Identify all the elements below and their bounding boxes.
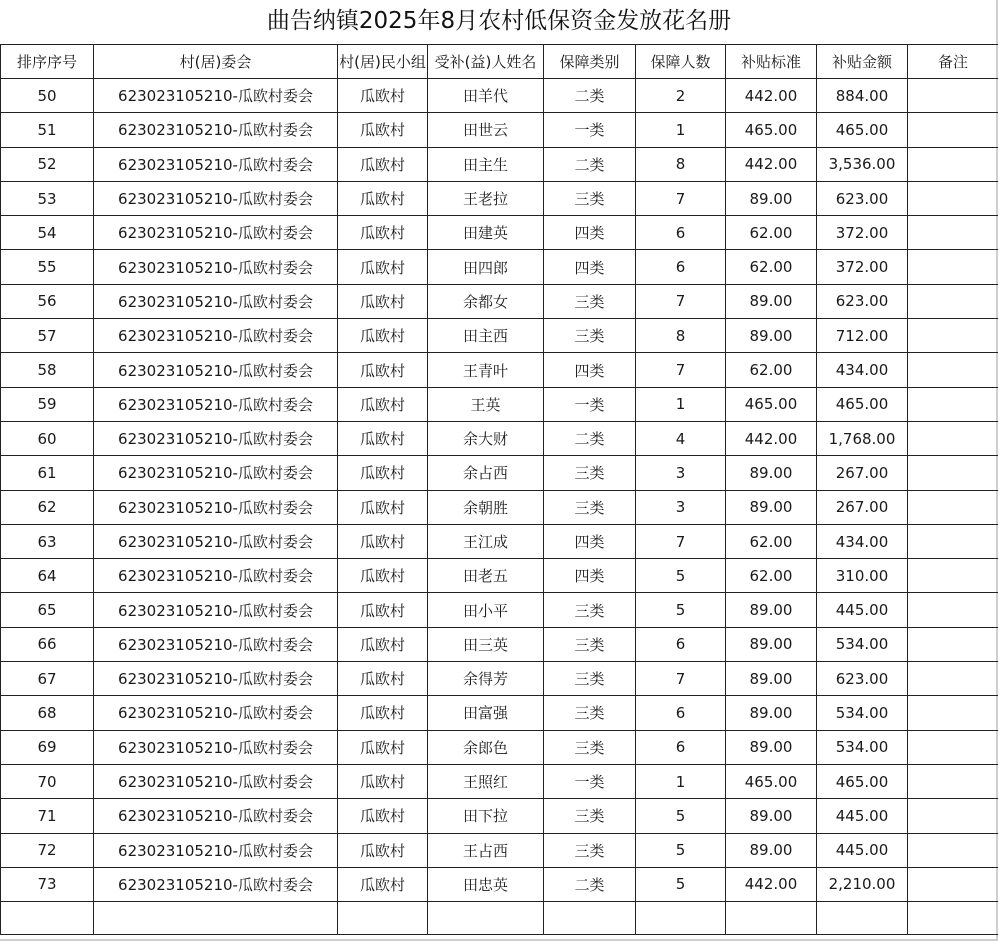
cell-subsidy-standard: 89.00 bbox=[726, 319, 817, 353]
cell-recipient-name: 王江成 bbox=[428, 524, 544, 558]
column-header-recipient-name: 受补(益)人姓名 bbox=[428, 45, 544, 79]
cell-category: 三类 bbox=[544, 730, 636, 764]
table-row bbox=[1, 662, 998, 696]
cell-subsidy-amount: 884.00 bbox=[817, 79, 908, 113]
cell-category: 三类 bbox=[544, 181, 636, 215]
table-row bbox=[1, 799, 998, 833]
cell-index: 63 bbox=[1, 524, 94, 558]
cell-remarks bbox=[908, 833, 998, 867]
cell-subsidy-amount: 623.00 bbox=[817, 284, 908, 318]
cell-household-count: 6 bbox=[636, 216, 726, 250]
cell-recipient-name: 王英 bbox=[428, 387, 544, 421]
cell-remarks bbox=[908, 353, 998, 387]
cell-subsidy-standard: 62.00 bbox=[726, 250, 817, 284]
cell-subsidy-standard: 89.00 bbox=[726, 456, 817, 490]
table-row bbox=[1, 147, 998, 181]
cell-household-count: 8 bbox=[636, 147, 726, 181]
cell-index: 68 bbox=[1, 696, 94, 730]
cell-index: 61 bbox=[1, 456, 94, 490]
cell-subsidy-amount: 623.00 bbox=[817, 662, 908, 696]
cell-household-count: 5 bbox=[636, 867, 726, 901]
cell-village-committee: 623023105210-瓜欧村委会 bbox=[94, 867, 338, 901]
cell-household-count: 6 bbox=[636, 696, 726, 730]
cell-village-group: 瓜欧村 bbox=[338, 387, 428, 421]
cell-index: 62 bbox=[1, 490, 94, 524]
cell-village-group: 瓜欧村 bbox=[338, 250, 428, 284]
cell-village-committee: 623023105210-瓜欧村委会 bbox=[94, 147, 338, 181]
table-row bbox=[1, 284, 998, 318]
cell-subsidy-amount: 434.00 bbox=[817, 524, 908, 558]
cell-remarks bbox=[908, 387, 998, 421]
cell-recipient-name: 余得芳 bbox=[428, 662, 544, 696]
cell-recipient-name: 田四郎 bbox=[428, 250, 544, 284]
column-header-index: 排序序号 bbox=[1, 45, 94, 79]
cell-subsidy-standard: 442.00 bbox=[726, 867, 817, 901]
cell-subsidy-standard: 89.00 bbox=[726, 696, 817, 730]
empty-cell bbox=[338, 902, 428, 935]
cell-village-committee: 623023105210-瓜欧村委会 bbox=[94, 559, 338, 593]
empty-cell bbox=[94, 902, 338, 935]
table-row bbox=[1, 593, 998, 627]
cell-subsidy-standard: 442.00 bbox=[726, 79, 817, 113]
cell-household-count: 6 bbox=[636, 627, 726, 661]
cell-subsidy-amount: 310.00 bbox=[817, 559, 908, 593]
table-row bbox=[1, 730, 998, 764]
column-header-household-count: 保障人数 bbox=[636, 45, 726, 79]
cell-subsidy-standard: 89.00 bbox=[726, 593, 817, 627]
roster-body bbox=[1, 79, 998, 935]
cell-subsidy-standard: 442.00 bbox=[726, 147, 817, 181]
table-row bbox=[1, 764, 998, 798]
cell-remarks bbox=[908, 867, 998, 901]
cell-remarks bbox=[908, 421, 998, 455]
cell-category: 二类 bbox=[544, 147, 636, 181]
cell-subsidy-amount: 623.00 bbox=[817, 181, 908, 215]
cell-remarks bbox=[908, 662, 998, 696]
cell-recipient-name: 田三英 bbox=[428, 627, 544, 661]
cell-village-committee: 623023105210-瓜欧村委会 bbox=[94, 181, 338, 215]
cell-village-group: 瓜欧村 bbox=[338, 799, 428, 833]
table-row bbox=[1, 250, 998, 284]
cell-index: 57 bbox=[1, 319, 94, 353]
cell-recipient-name: 田羊代 bbox=[428, 79, 544, 113]
cell-index: 67 bbox=[1, 662, 94, 696]
cell-subsidy-amount: 434.00 bbox=[817, 353, 908, 387]
cell-category: 一类 bbox=[544, 113, 636, 147]
cell-subsidy-standard: 89.00 bbox=[726, 490, 817, 524]
table-row bbox=[1, 113, 998, 147]
cell-category: 三类 bbox=[544, 833, 636, 867]
cell-remarks bbox=[908, 696, 998, 730]
cell-remarks bbox=[908, 456, 998, 490]
cell-village-committee: 623023105210-瓜欧村委会 bbox=[94, 319, 338, 353]
table-row bbox=[1, 387, 998, 421]
cell-index: 73 bbox=[1, 867, 94, 901]
cell-category: 三类 bbox=[544, 799, 636, 833]
cell-category: 二类 bbox=[544, 421, 636, 455]
cell-subsidy-amount: 534.00 bbox=[817, 627, 908, 661]
cell-subsidy-amount: 267.00 bbox=[817, 456, 908, 490]
cell-subsidy-standard: 465.00 bbox=[726, 764, 817, 798]
cell-household-count: 2 bbox=[636, 79, 726, 113]
cell-subsidy-standard: 442.00 bbox=[726, 421, 817, 455]
cell-category: 三类 bbox=[544, 627, 636, 661]
cell-recipient-name: 余都女 bbox=[428, 284, 544, 318]
cell-household-count: 1 bbox=[636, 387, 726, 421]
cell-index: 51 bbox=[1, 113, 94, 147]
cell-index: 66 bbox=[1, 627, 94, 661]
cell-village-group: 瓜欧村 bbox=[338, 696, 428, 730]
cell-remarks bbox=[908, 250, 998, 284]
cell-category: 三类 bbox=[544, 593, 636, 627]
cell-subsidy-standard: 89.00 bbox=[726, 627, 817, 661]
cell-village-group: 瓜欧村 bbox=[338, 524, 428, 558]
document-title: 曲告纳镇2025年8月农村低保资金发放花名册 bbox=[266, 8, 732, 34]
cell-household-count: 6 bbox=[636, 250, 726, 284]
cell-village-committee: 623023105210-瓜欧村委会 bbox=[94, 79, 338, 113]
cell-subsidy-standard: 89.00 bbox=[726, 181, 817, 215]
table-row bbox=[1, 216, 998, 250]
cell-subsidy-standard: 89.00 bbox=[726, 799, 817, 833]
cell-subsidy-standard: 465.00 bbox=[726, 113, 817, 147]
cell-village-committee: 623023105210-瓜欧村委会 bbox=[94, 216, 338, 250]
cell-category: 三类 bbox=[544, 456, 636, 490]
cell-household-count: 3 bbox=[636, 456, 726, 490]
cell-subsidy-standard: 89.00 bbox=[726, 662, 817, 696]
cell-index: 64 bbox=[1, 559, 94, 593]
cell-index: 65 bbox=[1, 593, 94, 627]
cell-remarks bbox=[908, 216, 998, 250]
cell-subsidy-amount: 445.00 bbox=[817, 593, 908, 627]
empty-cell bbox=[817, 902, 908, 935]
cell-category: 三类 bbox=[544, 662, 636, 696]
column-header-subsidy-amount: 补贴金额 bbox=[817, 45, 908, 79]
cell-village-committee: 623023105210-瓜欧村委会 bbox=[94, 662, 338, 696]
cell-household-count: 1 bbox=[636, 764, 726, 798]
cell-index: 71 bbox=[1, 799, 94, 833]
cell-remarks bbox=[908, 181, 998, 215]
cell-remarks bbox=[908, 799, 998, 833]
cell-subsidy-standard: 62.00 bbox=[726, 524, 817, 558]
cell-recipient-name: 田老五 bbox=[428, 559, 544, 593]
cell-village-group: 瓜欧村 bbox=[338, 421, 428, 455]
cell-index: 55 bbox=[1, 250, 94, 284]
cell-subsidy-amount: 712.00 bbox=[817, 319, 908, 353]
table-row bbox=[1, 559, 998, 593]
cell-index: 54 bbox=[1, 216, 94, 250]
cell-remarks bbox=[908, 559, 998, 593]
cell-household-count: 7 bbox=[636, 181, 726, 215]
cell-recipient-name: 余朝胜 bbox=[428, 490, 544, 524]
empty-cell bbox=[908, 902, 998, 935]
cell-village-group: 瓜欧村 bbox=[338, 353, 428, 387]
cell-subsidy-standard: 465.00 bbox=[726, 387, 817, 421]
cell-subsidy-standard: 89.00 bbox=[726, 284, 817, 318]
cell-index: 69 bbox=[1, 730, 94, 764]
cell-village-committee: 623023105210-瓜欧村委会 bbox=[94, 627, 338, 661]
cell-village-group: 瓜欧村 bbox=[338, 490, 428, 524]
empty-row bbox=[1, 902, 998, 935]
cell-village-committee: 623023105210-瓜欧村委会 bbox=[94, 730, 338, 764]
cell-subsidy-amount: 534.00 bbox=[817, 730, 908, 764]
cell-recipient-name: 田小平 bbox=[428, 593, 544, 627]
cell-subsidy-standard: 62.00 bbox=[726, 559, 817, 593]
table-row bbox=[1, 319, 998, 353]
cell-recipient-name: 王老拉 bbox=[428, 181, 544, 215]
cell-index: 72 bbox=[1, 833, 94, 867]
empty-cell bbox=[636, 902, 726, 935]
cell-remarks bbox=[908, 730, 998, 764]
cell-category: 一类 bbox=[544, 387, 636, 421]
cell-village-group: 瓜欧村 bbox=[338, 627, 428, 661]
cell-category: 四类 bbox=[544, 216, 636, 250]
cell-recipient-name: 田世云 bbox=[428, 113, 544, 147]
cell-remarks bbox=[908, 764, 998, 798]
cell-household-count: 5 bbox=[636, 593, 726, 627]
cell-index: 50 bbox=[1, 79, 94, 113]
cell-remarks bbox=[908, 593, 998, 627]
cell-category: 二类 bbox=[544, 867, 636, 901]
cell-recipient-name: 田下拉 bbox=[428, 799, 544, 833]
table-row bbox=[1, 79, 998, 113]
cell-recipient-name: 余大财 bbox=[428, 421, 544, 455]
cell-subsidy-amount: 3,536.00 bbox=[817, 147, 908, 181]
cell-subsidy-amount: 372.00 bbox=[817, 216, 908, 250]
cell-household-count: 6 bbox=[636, 730, 726, 764]
cell-village-committee: 623023105210-瓜欧村委会 bbox=[94, 456, 338, 490]
cell-category: 四类 bbox=[544, 250, 636, 284]
cell-village-committee: 623023105210-瓜欧村委会 bbox=[94, 113, 338, 147]
cell-recipient-name: 田富强 bbox=[428, 696, 544, 730]
table-row bbox=[1, 353, 998, 387]
cell-category: 三类 bbox=[544, 319, 636, 353]
cell-subsidy-amount: 445.00 bbox=[817, 833, 908, 867]
cell-village-group: 瓜欧村 bbox=[338, 456, 428, 490]
cell-village-committee: 623023105210-瓜欧村委会 bbox=[94, 524, 338, 558]
cell-household-count: 7 bbox=[636, 662, 726, 696]
cell-remarks bbox=[908, 113, 998, 147]
cell-subsidy-amount: 534.00 bbox=[817, 696, 908, 730]
cell-index: 58 bbox=[1, 353, 94, 387]
cell-village-group: 瓜欧村 bbox=[338, 79, 428, 113]
cell-household-count: 8 bbox=[636, 319, 726, 353]
cell-category: 三类 bbox=[544, 284, 636, 318]
empty-cell bbox=[726, 902, 817, 935]
cell-subsidy-amount: 1,768.00 bbox=[817, 421, 908, 455]
cell-category: 三类 bbox=[544, 696, 636, 730]
cell-household-count: 5 bbox=[636, 833, 726, 867]
cell-village-committee: 623023105210-瓜欧村委会 bbox=[94, 353, 338, 387]
cell-village-group: 瓜欧村 bbox=[338, 764, 428, 798]
header-row bbox=[1, 45, 998, 79]
cell-subsidy-amount: 445.00 bbox=[817, 799, 908, 833]
cell-household-count: 5 bbox=[636, 799, 726, 833]
cell-index: 59 bbox=[1, 387, 94, 421]
cell-subsidy-amount: 372.00 bbox=[817, 250, 908, 284]
column-header-village-committee: 村(居)委会 bbox=[94, 45, 338, 79]
cell-subsidy-amount: 465.00 bbox=[817, 113, 908, 147]
cell-subsidy-amount: 465.00 bbox=[817, 764, 908, 798]
cell-village-group: 瓜欧村 bbox=[338, 593, 428, 627]
empty-cell bbox=[428, 902, 544, 935]
cell-village-group: 瓜欧村 bbox=[338, 147, 428, 181]
cell-village-group: 瓜欧村 bbox=[338, 319, 428, 353]
cell-category: 四类 bbox=[544, 559, 636, 593]
empty-cell bbox=[1, 902, 94, 935]
cell-household-count: 7 bbox=[636, 284, 726, 318]
cell-remarks bbox=[908, 147, 998, 181]
table-row bbox=[1, 833, 998, 867]
cell-remarks bbox=[908, 627, 998, 661]
cell-category: 四类 bbox=[544, 524, 636, 558]
cell-recipient-name: 王照红 bbox=[428, 764, 544, 798]
cell-village-committee: 623023105210-瓜欧村委会 bbox=[94, 490, 338, 524]
cell-remarks bbox=[908, 524, 998, 558]
cell-index: 53 bbox=[1, 181, 94, 215]
cell-category: 四类 bbox=[544, 353, 636, 387]
cell-village-group: 瓜欧村 bbox=[338, 113, 428, 147]
cell-recipient-name: 余郎色 bbox=[428, 730, 544, 764]
cell-household-count: 5 bbox=[636, 559, 726, 593]
cell-village-committee: 623023105210-瓜欧村委会 bbox=[94, 250, 338, 284]
cell-village-committee: 623023105210-瓜欧村委会 bbox=[94, 696, 338, 730]
column-header-village-group: 村(居)民小组 bbox=[338, 45, 428, 79]
cell-recipient-name: 田建英 bbox=[428, 216, 544, 250]
cell-village-committee: 623023105210-瓜欧村委会 bbox=[94, 764, 338, 798]
cell-category: 一类 bbox=[544, 764, 636, 798]
cell-subsidy-standard: 62.00 bbox=[726, 353, 817, 387]
empty-cell bbox=[544, 902, 636, 935]
cell-village-group: 瓜欧村 bbox=[338, 730, 428, 764]
cell-remarks bbox=[908, 490, 998, 524]
cell-household-count: 3 bbox=[636, 490, 726, 524]
cell-village-group: 瓜欧村 bbox=[338, 662, 428, 696]
cell-village-committee: 623023105210-瓜欧村委会 bbox=[94, 387, 338, 421]
cell-village-group: 瓜欧村 bbox=[338, 216, 428, 250]
cell-village-group: 瓜欧村 bbox=[338, 284, 428, 318]
cell-household-count: 7 bbox=[636, 524, 726, 558]
table-row bbox=[1, 867, 998, 901]
cell-village-group: 瓜欧村 bbox=[338, 181, 428, 215]
cell-household-count: 4 bbox=[636, 421, 726, 455]
cell-subsidy-amount: 2,210.00 bbox=[817, 867, 908, 901]
cell-village-group: 瓜欧村 bbox=[338, 559, 428, 593]
table-row bbox=[1, 490, 998, 524]
cell-index: 60 bbox=[1, 421, 94, 455]
cell-village-group: 瓜欧村 bbox=[338, 833, 428, 867]
table-row bbox=[1, 181, 998, 215]
cell-index: 52 bbox=[1, 147, 94, 181]
cell-index: 70 bbox=[1, 764, 94, 798]
cell-remarks bbox=[908, 284, 998, 318]
cell-recipient-name: 王占西 bbox=[428, 833, 544, 867]
table-row bbox=[1, 524, 998, 558]
cell-index: 56 bbox=[1, 284, 94, 318]
cell-recipient-name: 王青叶 bbox=[428, 353, 544, 387]
cell-household-count: 1 bbox=[636, 113, 726, 147]
cell-subsidy-standard: 89.00 bbox=[726, 730, 817, 764]
table-row bbox=[1, 627, 998, 661]
table-row bbox=[1, 421, 998, 455]
cell-subsidy-standard: 89.00 bbox=[726, 833, 817, 867]
cell-subsidy-amount: 267.00 bbox=[817, 490, 908, 524]
cell-recipient-name: 田主生 bbox=[428, 147, 544, 181]
cell-subsidy-standard: 62.00 bbox=[726, 216, 817, 250]
cell-recipient-name: 余占西 bbox=[428, 456, 544, 490]
cell-village-committee: 623023105210-瓜欧村委会 bbox=[94, 799, 338, 833]
cell-village-committee: 623023105210-瓜欧村委会 bbox=[94, 421, 338, 455]
cell-household-count: 7 bbox=[636, 353, 726, 387]
cell-category: 三类 bbox=[544, 490, 636, 524]
cell-recipient-name: 田忠英 bbox=[428, 867, 544, 901]
table-row bbox=[1, 696, 998, 730]
cell-subsidy-amount: 465.00 bbox=[817, 387, 908, 421]
cell-village-group: 瓜欧村 bbox=[338, 867, 428, 901]
cell-recipient-name: 田主西 bbox=[428, 319, 544, 353]
cell-village-committee: 623023105210-瓜欧村委会 bbox=[94, 284, 338, 318]
column-header-subsidy-standard: 补贴标准 bbox=[726, 45, 817, 79]
cell-category: 二类 bbox=[544, 79, 636, 113]
table-row bbox=[1, 456, 998, 490]
cell-remarks bbox=[908, 79, 998, 113]
cell-village-committee: 623023105210-瓜欧村委会 bbox=[94, 833, 338, 867]
cell-remarks bbox=[908, 319, 998, 353]
roster-table bbox=[0, 44, 998, 935]
column-header-category: 保障类别 bbox=[544, 45, 636, 79]
column-header-remarks: 备注 bbox=[908, 45, 998, 79]
cell-village-committee: 623023105210-瓜欧村委会 bbox=[94, 593, 338, 627]
